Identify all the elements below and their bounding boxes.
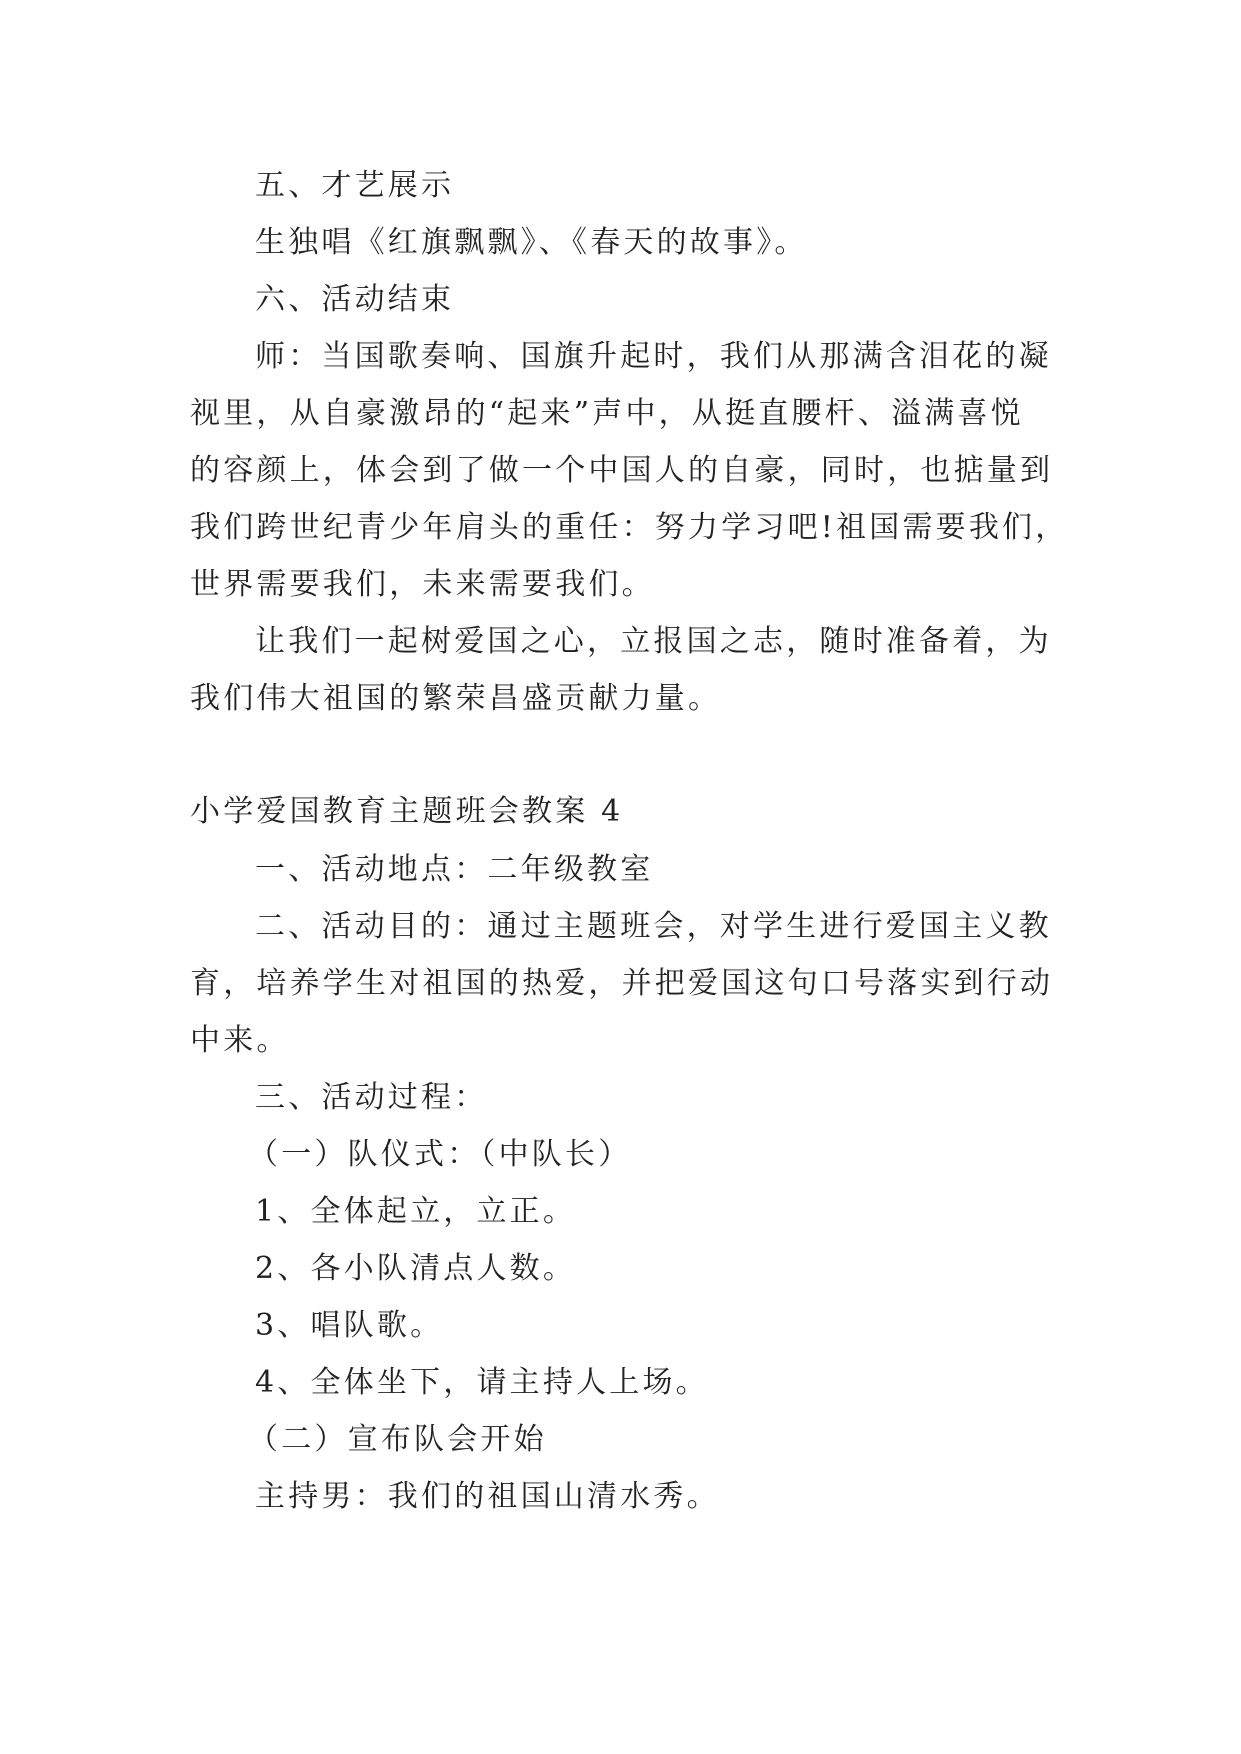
paragraph-line: 中来。 <box>190 1023 290 1058</box>
paragraph-line: 主持男：我们的祖国山清水秀。 <box>255 1479 720 1514</box>
section-heading-process: 三、活动过程： <box>255 1080 488 1115</box>
subsection-heading-ceremony: （一）队仪式：（中队长） <box>248 1137 632 1172</box>
paragraph-line: 世界需要我们，未来需要我们。 <box>190 567 655 602</box>
subsection-heading-meeting-start: （二）宣布队会开始 <box>248 1422 547 1457</box>
paragraph-line: 视里，从自豪激昂的“起来”声中，从挺直腰杆、溢满喜悦 <box>190 396 1024 431</box>
list-item: 3、唱队歌。 <box>255 1308 444 1343</box>
section-heading-location: 一、活动地点：二年级教室 <box>255 852 654 887</box>
paragraph-line: 育，培养学生对祖国的热爱，并把爱国这句口号落实到行动 <box>190 966 1054 1001</box>
section-heading-activity-end: 六、活动结束 <box>255 282 455 317</box>
paragraph-line: 让我们一起树爱国之心，立报国之志，随时准备着，为 <box>255 624 1052 659</box>
document-title: 小学爱国教育主题班会教案 4 <box>190 794 624 829</box>
list-item: 1、全体起立，立正。 <box>255 1194 577 1229</box>
paragraph-line: 师：当国歌奏响、国旗升起时，我们从那满含泪花的凝 <box>255 339 1052 374</box>
paragraph-line: 我们跨世纪青少年肩头的重任：努力学习吧!祖国需要我们， <box>190 510 1069 545</box>
list-item: 2、各小队清点人数。 <box>255 1251 577 1286</box>
paragraph-line: 的容颜上，体会到了做一个中国人的自豪，同时，也掂量到 <box>190 453 1054 488</box>
list-item: 4、全体坐下，请主持人上场。 <box>255 1365 709 1400</box>
paragraph-line: 生独唱《红旗飘飘》、《春天的故事》。 <box>255 225 808 260</box>
section-heading-talent-show: 五、才艺展示 <box>255 168 455 203</box>
section-heading-purpose: 二、活动目的：通过主题班会，对学生进行爱国主义教 <box>255 909 1052 944</box>
paragraph-line: 我们伟大祖国的繁荣昌盛贡献力量。 <box>190 681 722 716</box>
